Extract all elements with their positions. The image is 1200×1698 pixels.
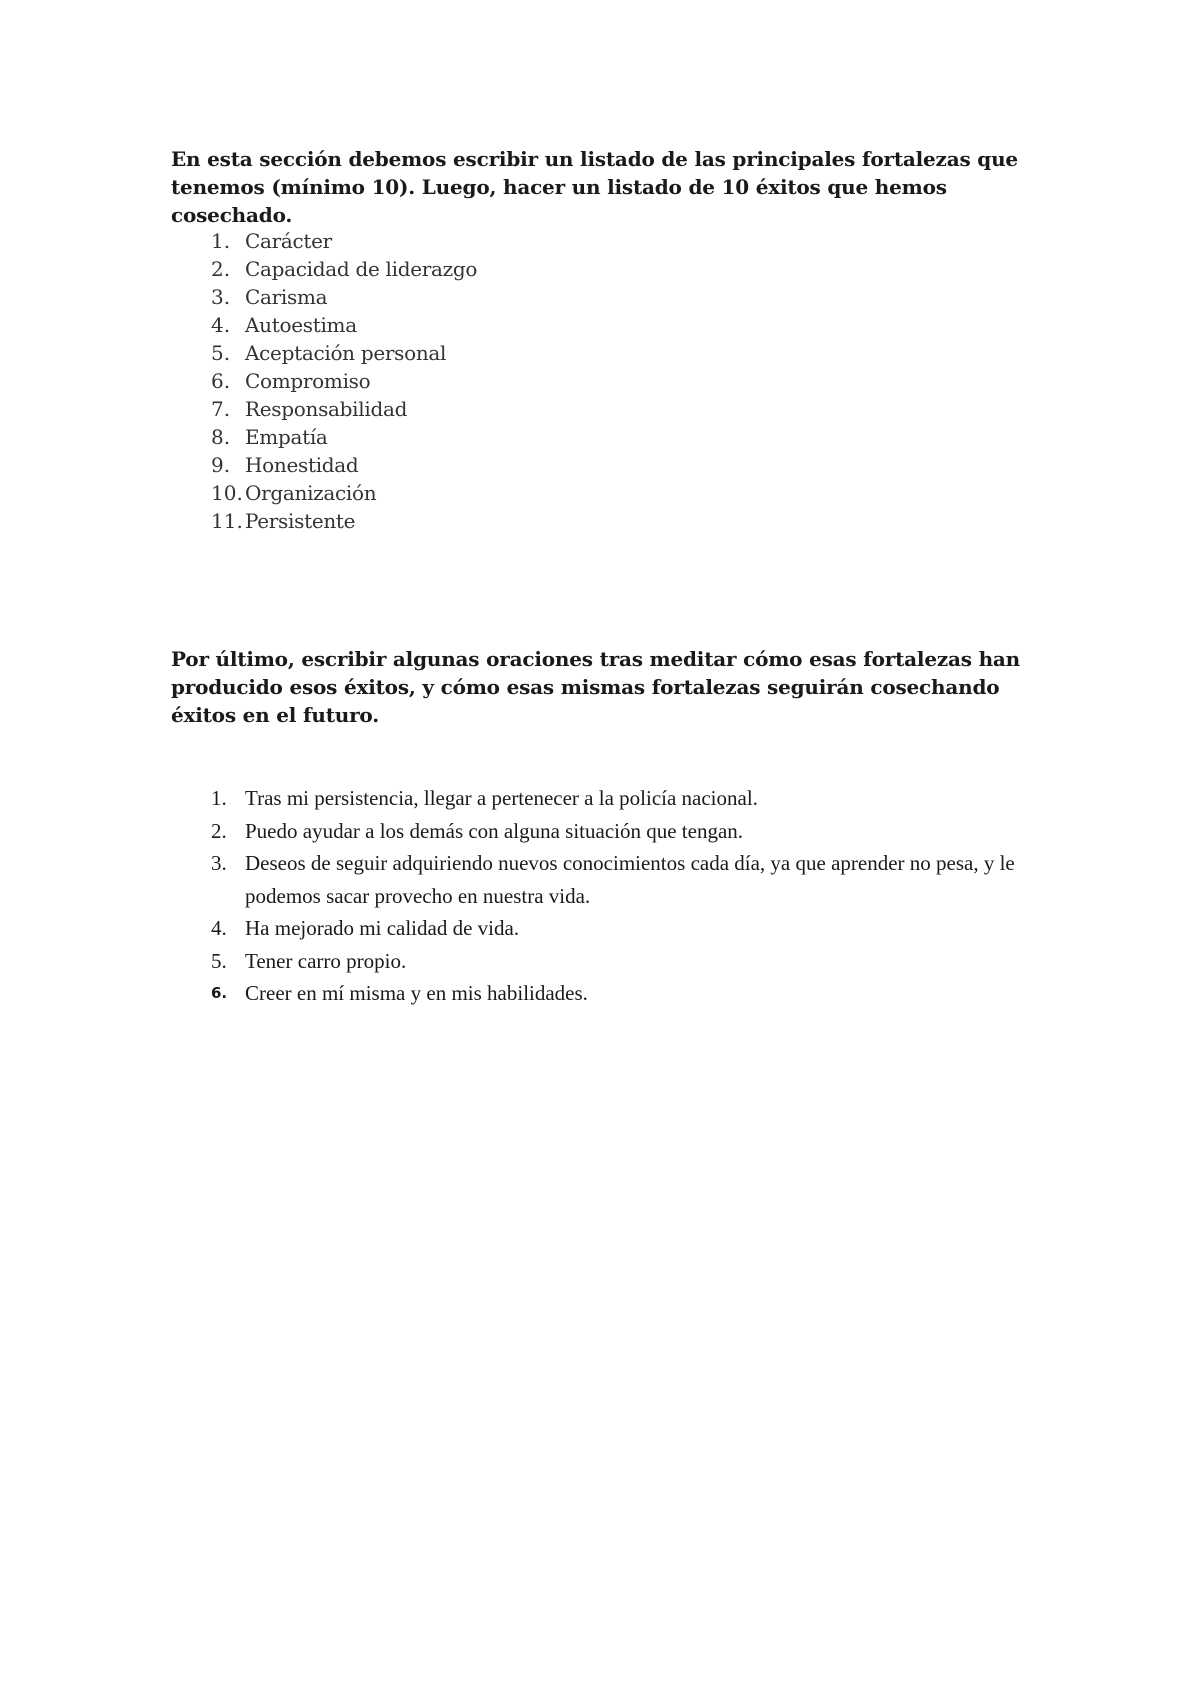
list-item xyxy=(211,847,1031,912)
list-item xyxy=(211,977,1031,1010)
list-item-number: 7. xyxy=(211,397,231,421)
list-item xyxy=(211,311,911,339)
list-item-text: Tener carro propio. xyxy=(245,948,407,973)
list-item xyxy=(211,782,1031,815)
list-item-number: 9. xyxy=(211,453,231,477)
list-item-number: 10. xyxy=(211,481,243,505)
list-item-text: Puedo ayudar a los demás con alguna situación que tengan. xyxy=(245,818,744,843)
list-item-number: 2. xyxy=(211,257,231,281)
list-item-text: Ha mejorado mi calidad de vida. xyxy=(245,916,520,940)
list-item-text: Compromiso xyxy=(245,369,371,393)
list-item-number: 5. xyxy=(211,948,227,973)
list-item-text: Deseos de seguir adquiriendo nuevos conocimientos cada día, ya que aprender no pesa, y le podemos sacar provecho en nuestra vida. xyxy=(245,851,1015,908)
list-item-text: Carisma xyxy=(245,285,328,309)
list-item-number: 1. xyxy=(211,229,231,253)
list-item-number: 3. xyxy=(211,285,231,309)
list-item-text: Capacidad de liderazgo xyxy=(245,257,478,281)
list-item xyxy=(211,945,1031,978)
list-item xyxy=(211,367,911,395)
list-item-text: Responsabilidad xyxy=(245,397,408,421)
list-item-number: 3. xyxy=(211,851,227,875)
list-item-number: 2. xyxy=(211,818,227,843)
list-item-text: Empatía xyxy=(245,425,328,449)
list-item-text: Tras mi persistencia, llegar a pertenecer a la policía nacional. xyxy=(245,786,758,810)
strengths-list xyxy=(211,227,911,535)
list-item-text: Carácter xyxy=(245,229,332,253)
list-item-number: 4. xyxy=(211,916,227,940)
list-item-number: 1. xyxy=(211,786,227,810)
closing-heading: Por último, escribir algunas oraciones tras meditar cómo esas fortalezas han producido esos éxitos, y cómo esas mismas fortalezas seguirán cosechando éxitos en el futuro. xyxy=(171,647,1021,727)
list-item xyxy=(211,451,911,479)
list-item xyxy=(211,423,911,451)
list-item xyxy=(211,912,1031,945)
list-item-number: 5. xyxy=(211,341,231,365)
list-item-text: Creer en mí misma y en mis habilidades. xyxy=(245,981,588,1005)
list-item-number: 6. xyxy=(211,984,228,1002)
list-item xyxy=(211,815,1031,848)
list-item xyxy=(211,283,911,311)
list-item xyxy=(211,339,911,367)
list-item-number: 11. xyxy=(211,509,243,533)
list-item-text: Honestidad xyxy=(245,453,359,477)
list-item xyxy=(211,255,911,283)
list-item-number: 8. xyxy=(211,425,231,449)
list-item xyxy=(211,227,911,255)
list-item-number: 4. xyxy=(211,313,231,337)
list-item-text: Aceptación personal xyxy=(245,341,447,365)
list-item-text: Organización xyxy=(245,481,377,505)
list-item-text: Persistente xyxy=(245,509,356,533)
list-item xyxy=(211,507,911,535)
list-item-text: Autoestima xyxy=(245,313,357,337)
achievements-list xyxy=(211,782,1031,1010)
list-item xyxy=(211,395,911,423)
list-item xyxy=(211,479,911,507)
intro-heading: En esta sección debemos escribir un listado de las principales fortalezas que tenemos (mínimo 10). Luego, hacer un listado de 10 éxitos que hemos cosechado. xyxy=(171,147,1018,227)
list-item-number: 6. xyxy=(211,369,231,393)
